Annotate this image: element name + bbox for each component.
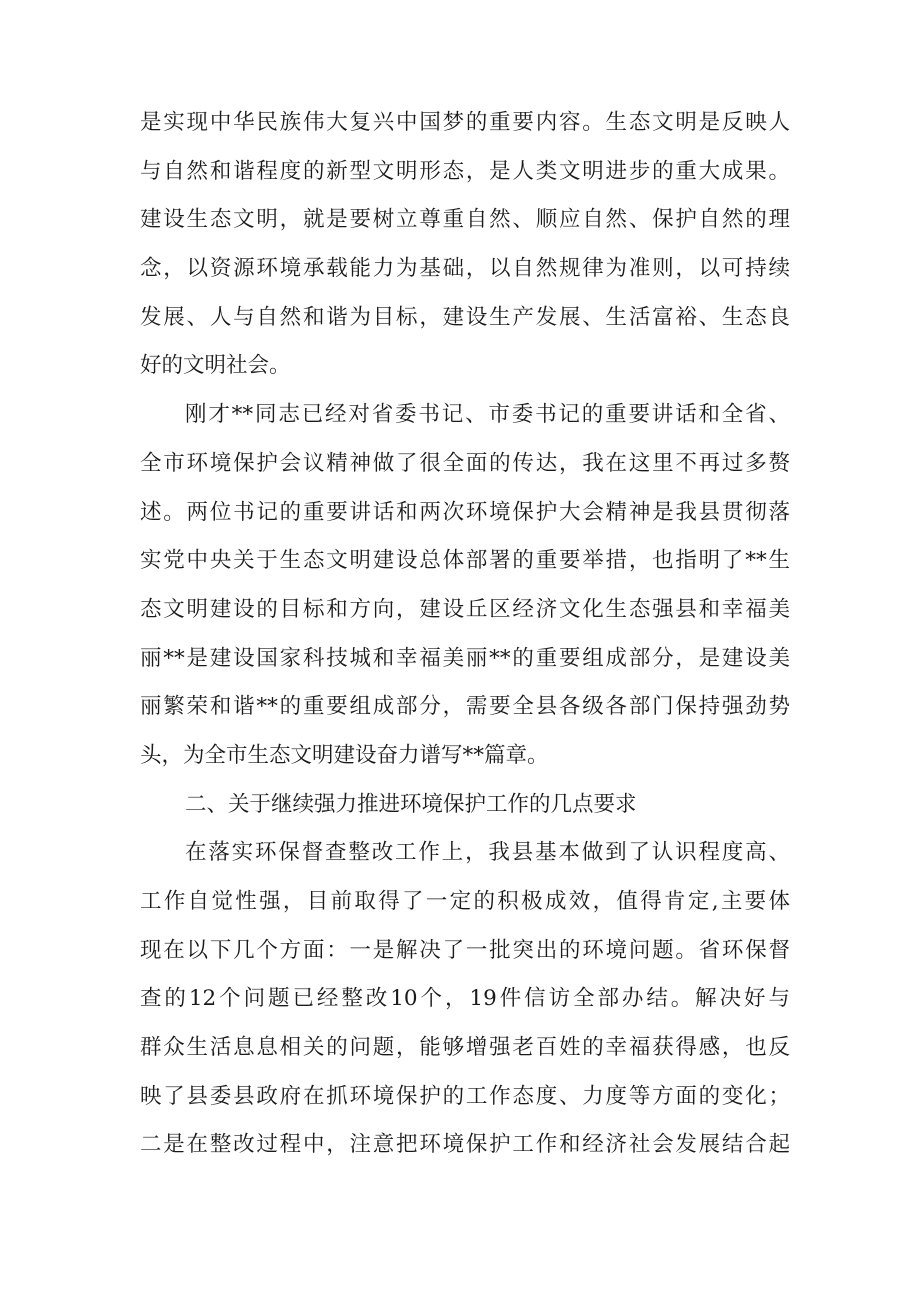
section-heading: 二、关于继续强力推进环境保护工作的几点要求 bbox=[185, 791, 637, 817]
paragraph-2-line-1: 刚才**同志已经对省委书记、市委书记的重要讲话和全省、 bbox=[185, 402, 790, 428]
paragraph-2-line-4: 实党中央关于生态文明建设总体部署的重要举措，也指明了**生 bbox=[140, 548, 790, 574]
paragraph-1-line-1: 是实现中华民族伟大复兴中国梦的重要内容。生态文明是反映人 bbox=[140, 110, 790, 135]
paragraph-1-line-3: 建设生态文明，就是要树立尊重自然、顺应自然、保护自然的理 bbox=[140, 207, 790, 233]
paragraph-2-line-7: 丽繁荣和谐**的重要组成部分，需要全县各级各部门保持强劲势 bbox=[140, 694, 790, 720]
paragraph-2-line-8: 头，为全市生态文明建设奋力谱写**篇章。 bbox=[140, 742, 549, 768]
paragraph-2-line-5: 态文明建设的目标和方向，建设丘区经济文化生态强县和幸福美 bbox=[140, 596, 790, 622]
paragraph-3-line-5: 群众生活息息相关的问题，能够增强老百姓的幸福获得感，也反 bbox=[140, 1035, 790, 1061]
paragraph-3-line-7: 二是在整改过程中，注意把环境保护工作和经济社会发展结合起 bbox=[140, 1132, 790, 1158]
paragraph-1-line-4: 念，以资源环境承载能力为基础，以自然规律为准则，以可持续 bbox=[140, 256, 790, 282]
paragraph-3-line-2: 工作自觉性强，目前取得了一定的积极成效，值得肯定,主要体 bbox=[140, 889, 790, 914]
paragraph-1-line-5: 发展、人与自然和谐为目标，建设生产发展、生活富裕、生态良 bbox=[140, 304, 790, 330]
paragraph-2-line-2: 全市环境保护会议精神做了很全面的传达，我在这里不再过多赘 bbox=[140, 450, 790, 476]
paragraph-1-line-2: 与自然和谐程度的新型文明形态，是人类文明进步的重大成果。 bbox=[140, 158, 790, 184]
paragraph-1-line-6: 好的文明社会。 bbox=[140, 353, 291, 379]
paragraph-2-line-3: 述。两位书记的重要讲话和两次环境保护大会精神是我县贯彻落 bbox=[140, 499, 790, 525]
paragraph-3-line-6: 映了县委县政府在抓环境保护的工作态度、力度等方面的变化； bbox=[140, 1083, 790, 1109]
paragraph-3-line-1: 在落实环保督查整改工作上，我县基本做到了认识程度高、 bbox=[185, 840, 790, 866]
paragraph-3-line-3: 现在以下几个方面：一是解决了一批突出的环境问题。省环保督 bbox=[140, 937, 790, 963]
paragraph-3-line-4: 查的12个问题已经整改10个，19件信访全部办结。解决好与 bbox=[140, 986, 790, 1012]
document-body bbox=[140, 99, 790, 1170]
paragraph-2-line-6: 丽**是建设国家科技城和幸福美丽**的重要组成部分，是建设美 bbox=[140, 645, 790, 671]
